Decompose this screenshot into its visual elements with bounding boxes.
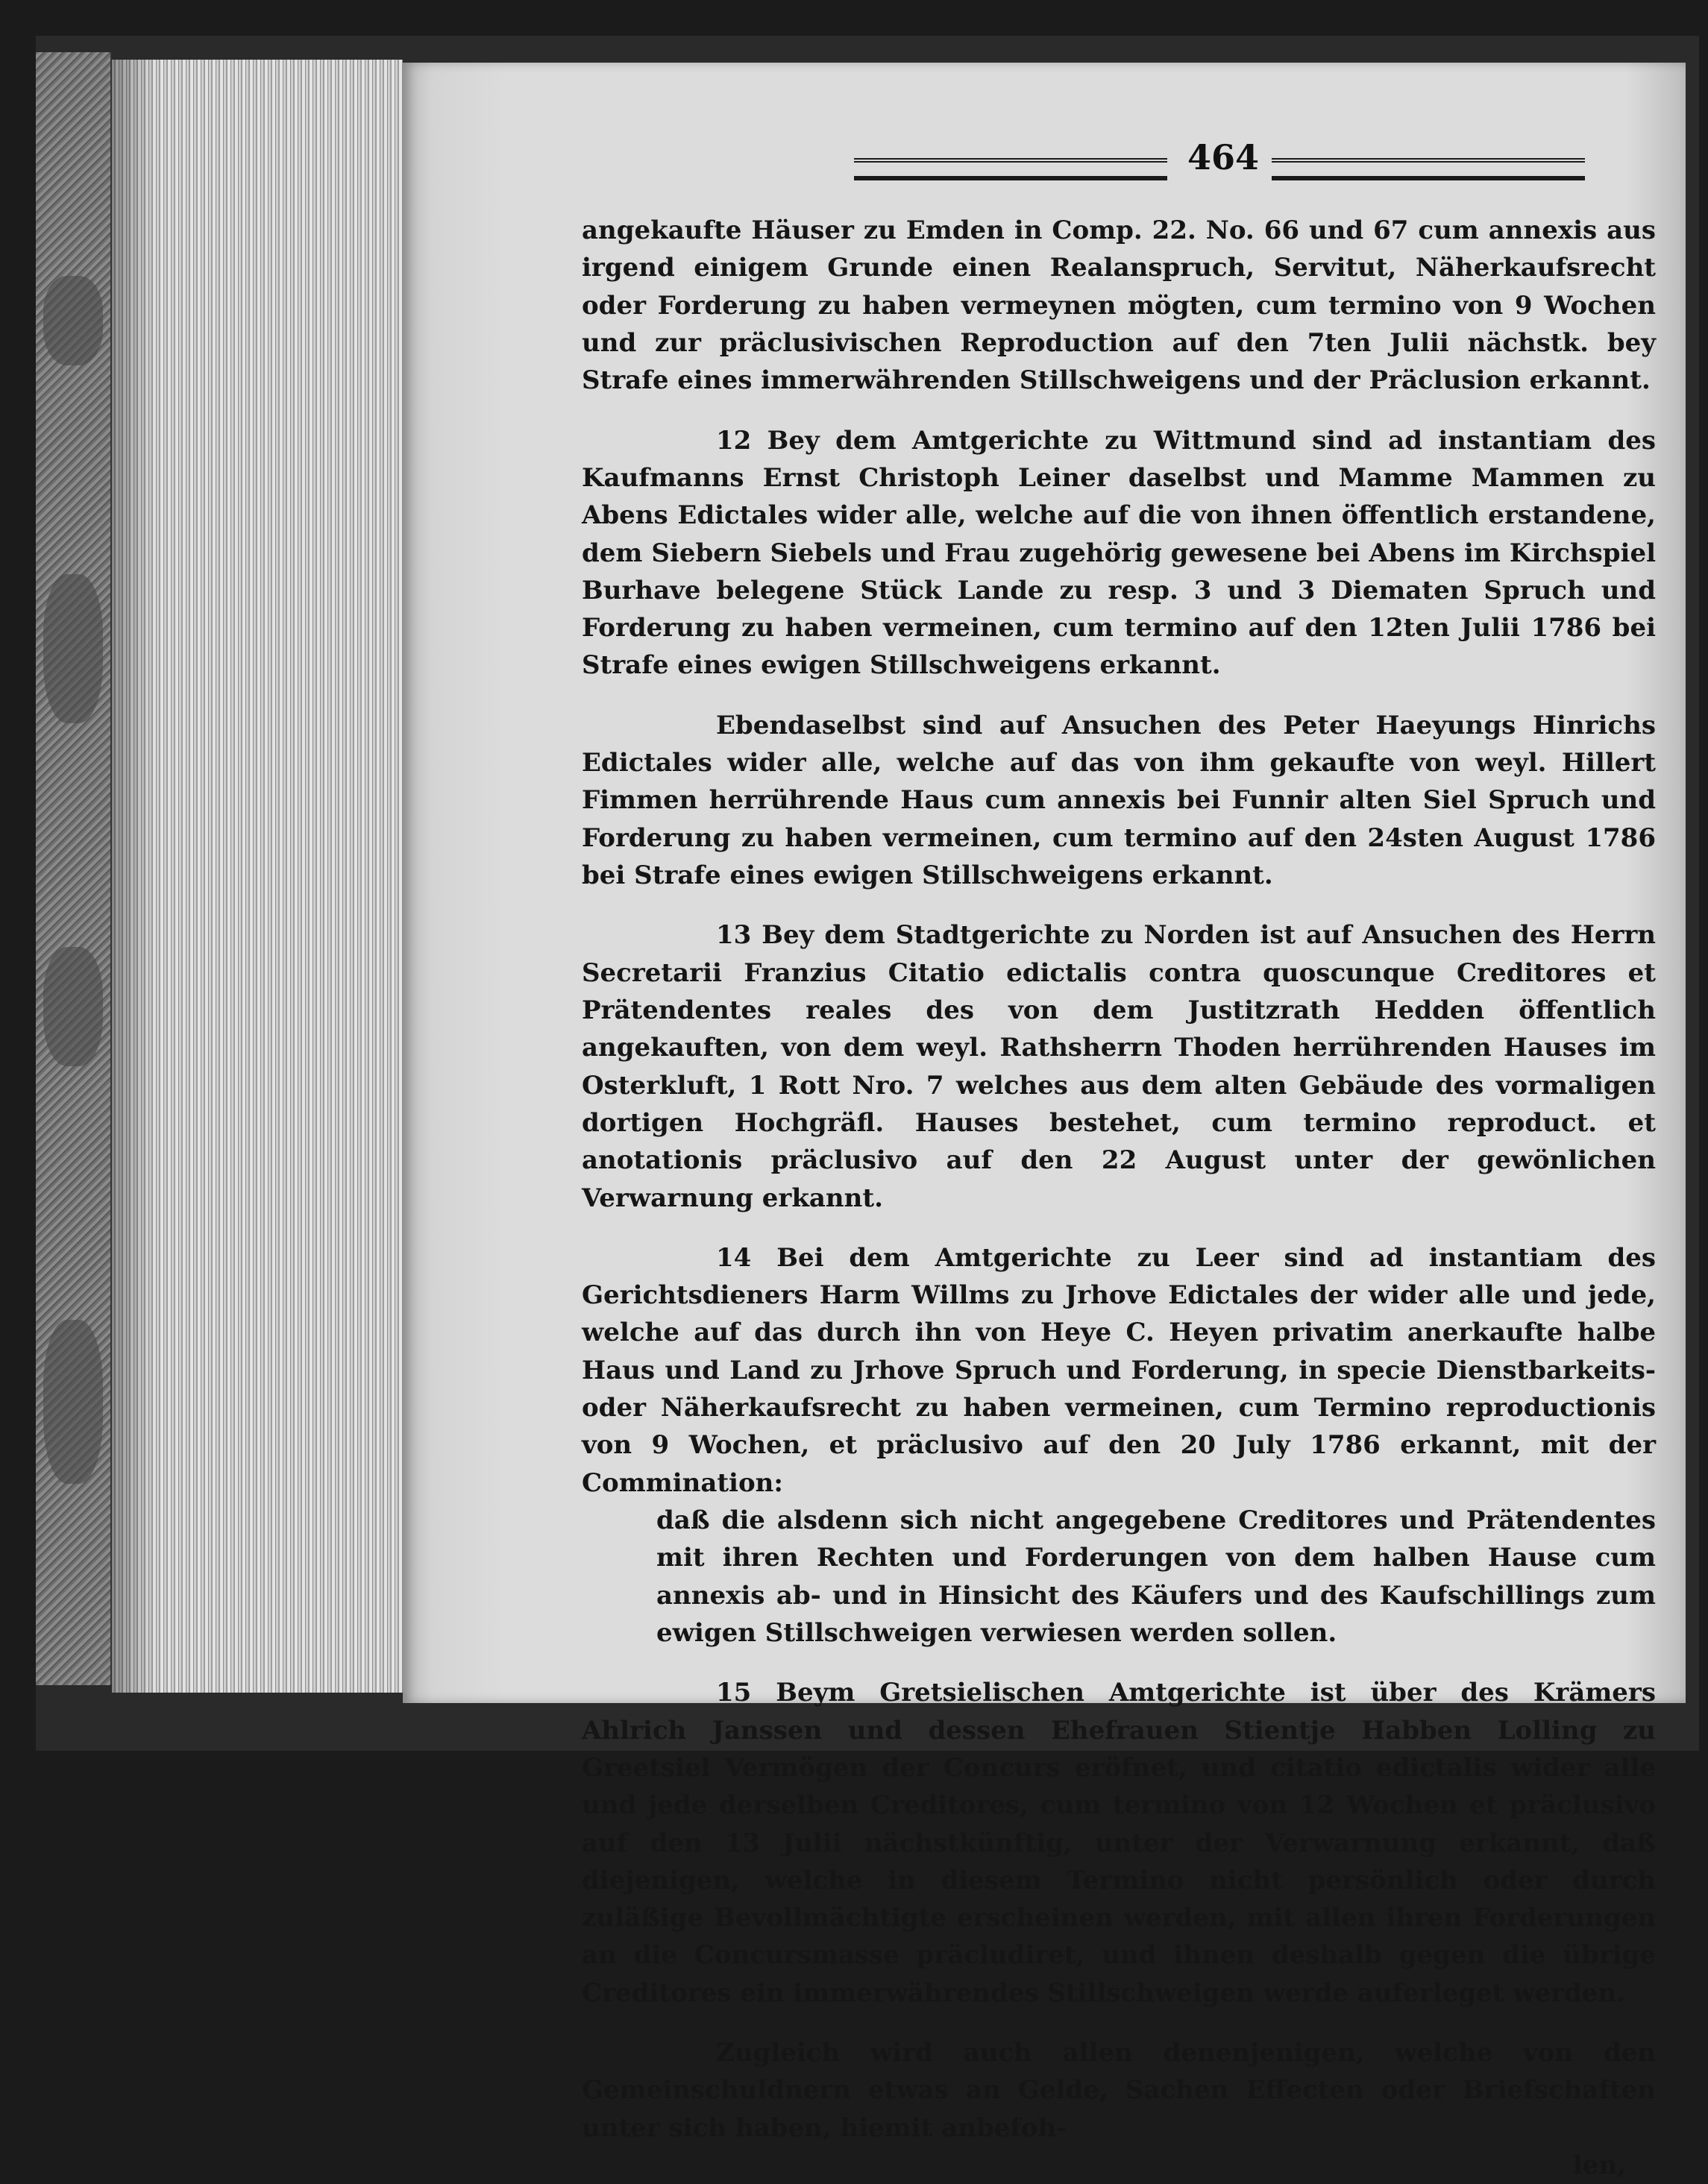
catchword: len, xyxy=(1572,2150,1626,2180)
header-rule-right xyxy=(1272,158,1585,180)
page-header xyxy=(854,137,1615,189)
page-number: 464 xyxy=(1187,137,1260,177)
book-cover-edge xyxy=(36,52,112,1685)
header-rule-left xyxy=(854,158,1167,180)
paragraph-13: 13 Bey dem Stadtgerichte zu Norden ist auf Ansuchen des Herrn Secretarii Franzius Citatio edictalis contra quoscunque Creditores et Prätendentes reales des von dem Justitzrath Hedden öffentlich angekauften, von dem weyl. Rathsherrn Thoden herrührenden Hauses im Osterkluft, 1 Rott Nro. 7 welches aus dem alten Gebäude des vormaligen dortigen Hochgräfl. Hauses bestehet, cum termino reproduct. et anotationis präclusivo auf den 22 August unter der gewönlichen Verwarnung erkannt. xyxy=(582,920,1656,1213)
paragraph-15: 15 Beym Gretsielischen Amtgerichte ist über des Krämers Ahlrich Janssen und dessen Ehefrauen Stientje Habben Lolling zu Greetsiel Vermögen der Concurs eröfnet, und citatio edictalis wider alle und jede derselben Creditores, cum termino von 12 Wochen et präclusivo auf den 13 Julii nächstkünftig, unter der Verwarnung erkannt, daß diejenigen, welche in diesem Termino nicht persönlich oder durch zuläßige Bevollmächtigte erscheinen werden, mit allen ihren Forderungen an die Concursmasse präcludiret, und ihnen deshalb gegen die übrige Creditores ein immerwährendes Stillschweigen werde auferleget werden. xyxy=(582,1678,1656,2008)
page-edges xyxy=(112,60,403,1693)
paragraph-14: 14 Bei dem Amtgerichte zu Leer sind ad instantiam des Gerichtsdieners Harm Willms zu Jrhove Edictales der wider alle und jede, welche auf das durch ihn von Heye C. Heyen privatim anerkaufte halbe Haus und Land zu Jrhove Spruch und Forderung, in specie Dienstbarkeits- oder Näherkaufsrecht zu haben vermeinen, cum Termino reproductionis von 9 Wochen, et präclusivo auf den 20 July 1786 erkannt, mit der Commination: xyxy=(582,1242,1656,1498)
paragraph-zugleich: Zugleich wird auch allen denenjenigen, welche von den Gemeinschuldnern etwas an Gelde, Sachen Effecten oder Briefschaften unter sich haben, hiemit anbefoh- xyxy=(582,2038,1656,2143)
paragraph-14-commination: daß die alsdenn sich nicht angegebene Creditores und Prätendentes mit ihren Rechten und Forderungen von dem halben Hause cum annexis ab- und in Hinsicht des Käufers und des Kaufschillings zum ewigen Stillschweigen verwiesen werden sollen. xyxy=(656,1505,1656,1648)
page-body xyxy=(582,212,1656,2184)
paragraph-ebendaselbst: Ebendaselbst sind auf Ansuchen des Peter Haeyungs Hinrichs Edictales wider alle, welche auf das von ihm gekaufte von weyl. Hillert Fimmen herrührende Haus cum annexis bei Funnir alten Siel Spruch und Forderung zu haben vermeinen, cum termino auf den 24sten August 1786 bei Strafe eines ewigen Stillschweigens erkannt. xyxy=(582,710,1656,890)
book-page xyxy=(403,63,1686,2180)
paragraph-12: 12 Bey dem Amtgerichte zu Wittmund sind ad instantiam des Kaufmanns Ernst Christoph Leiner daselbst und Mamme Mammen zu Abens Edictales wider alle, welche auf die von ihnen öffentlich erstandene, dem Siebern Siebels und Frau zugehörig gewesene bei Abens im Kirchspiel Burhave belegene Stück Lande zu resp. 3 und 3 Diematen Spruch und Forderung zu haben vermeinen, cum termino auf den 12ten Julii 1786 bei Strafe eines ewigen Stillschweigens erkannt. xyxy=(582,425,1656,681)
paragraph-continued: angekaufte Häuser zu Emden in Comp. 22. No. 66 und 67 cum annexis aus irgend einigem Grunde einen Realanspruch, Servitut, Näherkaufsrecht oder Forderung zu haben vermeynen mögten, cum termino von 9 Wochen und zur präclusivischen Reproduction auf den 7ten Julii nächstk. bey Strafe eines immerwährenden Stillschweigens und der Präclusion erkannt. xyxy=(582,215,1656,396)
